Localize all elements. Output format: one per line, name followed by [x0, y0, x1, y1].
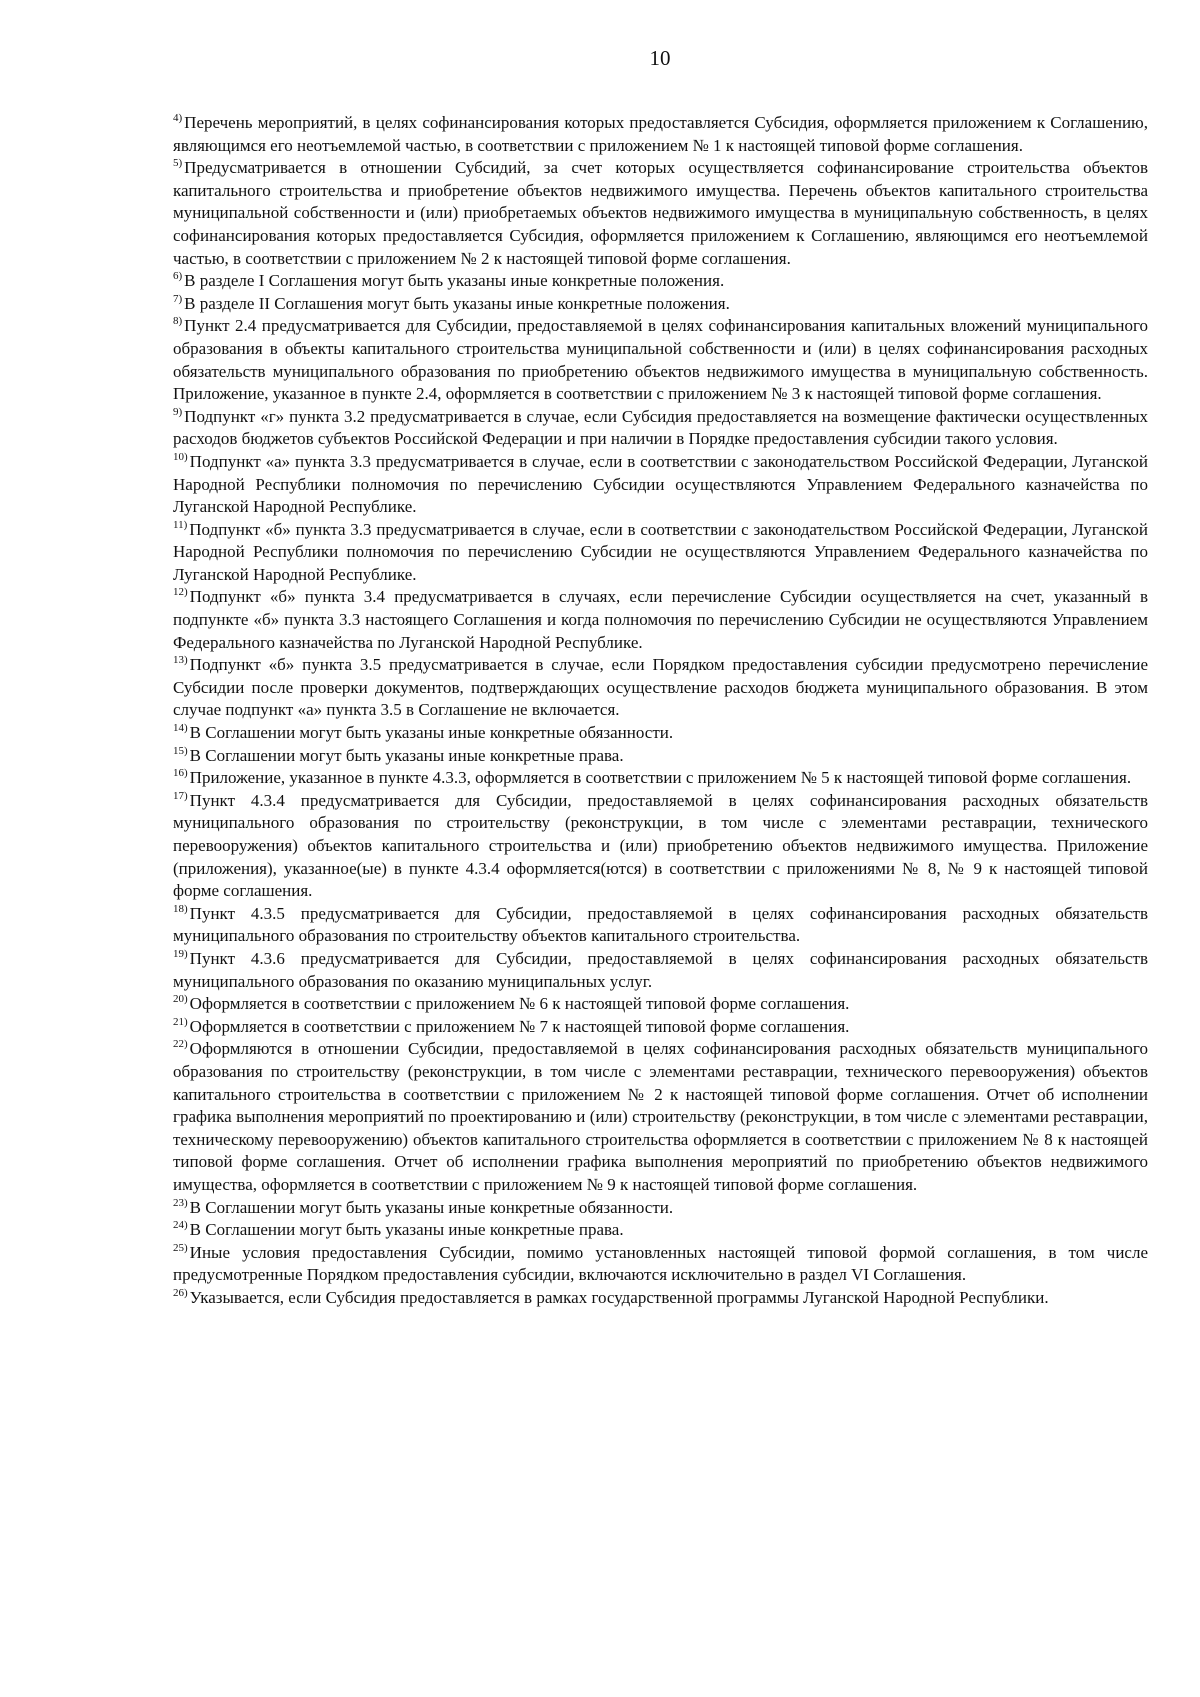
footnote-number: 6)	[173, 270, 183, 283]
footnote	[173, 722, 1148, 745]
footnote	[173, 903, 1148, 948]
footnote-number: 26)	[173, 1286, 188, 1299]
footnote	[173, 1242, 1148, 1287]
footnote-text: Предусматривается в отношении Субсидий, за счет которых осуществляется софинансирование строительства объектов капитального строительства и приобретение объектов недвижимого имущества. Перечень объектов капитального строительства муниципальной собственности и (или) приобретаемых объектов недвижимого имущества в муниципальную собственность, в целях софинансирования которых предоставляется Субсидия, оформляется приложением к Соглашению, являющимся его неотъемлемой частью, в соответствии с приложением № 2 к настоящей типовой форме соглашения.	[173, 158, 1148, 268]
footnote	[173, 406, 1148, 451]
footnote-number: 21)	[173, 1015, 188, 1028]
footnote-number: 7)	[173, 292, 183, 305]
footnote-number: 17)	[173, 789, 188, 802]
footnote-text: Подпункт «б» пункта 3.4 предусматривается в случаях, если перечисление Субсидии осуществляется на счет, указанный в подпункте «б» пункта 3.3 настоящего Соглашения и когда полномочия по перечислению Субсидии не осуществляются Управлением Федерального казначейства по Луганской Народной Республике.	[173, 587, 1148, 652]
footnote-text: Пункт 4.3.5 предусматривается для Субсидии, предоставляемой в целях софинансирования расходных обязательств муниципального образования по строительству объектов капитального строительства.	[173, 903, 1148, 946]
footnote	[173, 293, 1148, 316]
footnote-number: 13)	[173, 654, 188, 667]
footnote-number: 24)	[173, 1219, 188, 1232]
footnote	[173, 112, 1148, 157]
footnote-text: Пункт 4.3.4 предусматривается для Субсидии, предоставляемой в целях софинансирования расходных обязательств муниципального образования по строительству (реконструкции, в том числе с элементами реставрации, технического перевооружения) объектов капитального строительства и (или) приобретению объектов недвижимого имущества. Приложение (приложения), указанное(ые) в пункте 4.3.4 оформляется(ются) в соответствии с приложениями № 8, № 9 к настоящей типовой форме соглашения.	[173, 790, 1148, 901]
footnote	[173, 1287, 1148, 1310]
footnote-text: Перечень мероприятий, в целях софинансирования которых предоставляется Субсидия, оформляется приложением к Соглашению, являющимся его неотъемлемой частью, в соответствии с приложением № 1 к настоящей типовой форме соглашения.	[173, 113, 1148, 155]
footnote-text: Подпункт «б» пункта 3.3 предусматривается в случае, если в соответствии с законодательством Российской Федерации, Луганской Народной Республики полномочия по перечислению Субсидии не осуществляются Управлением Федерального казначейства по Луганской Народной Республике.	[173, 519, 1148, 584]
footnote	[173, 315, 1148, 405]
footnote-number: 16)	[173, 767, 188, 780]
footnotes-list	[173, 112, 1148, 1309]
footnote-text: Иные условия предоставления Субсидии, помимо установленных настоящей типовой формой соглашения, в том числе предусмотренные Порядком предоставления субсидии, включаются исключительно в раздел VI Соглашения.	[173, 1242, 1148, 1285]
footnote-number: 8)	[173, 315, 183, 328]
footnote-number: 19)	[173, 947, 188, 960]
footnote	[173, 451, 1148, 519]
footnote-text: Оформляются в отношении Субсидии, предоставляемой в целях софинансирования расходных обязательств муниципального образования по строительству (реконструкции, в том числе с элементами реставрации, технического перевооружения) объектов капитального строительства в соответствии с приложением № 2 к настоящей типовой форме соглашения. Отчет об исполнении графика выполнения мероприятий по проектированию и (или) строительству (реконструкции, в том числе с элементами реставрации, техническому перевооружению) объектов капитального строительства оформляется в соответствии с приложением № 8 к настоящей типовой форме соглашения. Отчет об исполнении графика выполнения мероприятий по приобретению объектов недвижимого имущества, оформляется в соответствии с приложением № 9 к настоящей типовой форме соглашения.	[173, 1039, 1148, 1194]
footnote	[173, 519, 1148, 587]
footnote	[173, 270, 1148, 293]
footnote-text: Пункт 4.3.6 предусматривается для Субсидии, предоставляемой в целях софинансирования расходных обязательств муниципального образования по оказанию муниципальных услуг.	[173, 948, 1148, 991]
footnote-number: 20)	[173, 993, 188, 1006]
footnote	[173, 745, 1148, 768]
footnote-text: Оформляется в соответствии с приложением № 7 к настоящей типовой форме соглашения.	[189, 1016, 850, 1036]
footnote	[173, 1197, 1148, 1220]
footnote-number: 5)	[173, 157, 183, 170]
footnote-text: Подпункт «б» пункта 3.5 предусматривается в случае, если Порядком предоставления субсидии предусмотрено перечисление Субсидии после проверки документов, подтверждающих осуществление расходов бюджета муниципального образования. В этом случае подпункт «а» пункта 3.5 в Соглашение не включается.	[173, 655, 1148, 720]
footnote	[173, 948, 1148, 993]
footnote	[173, 767, 1148, 790]
footnote-text: В разделе II Соглашения могут быть указаны иные конкретные положения.	[184, 293, 730, 313]
footnote-text: В разделе I Соглашения могут быть указаны иные конкретные положения.	[184, 271, 725, 291]
footnote-number: 4)	[173, 112, 183, 124]
footnote	[173, 586, 1148, 654]
footnote	[173, 654, 1148, 722]
footnote-text: Указывается, если Субсидия предоставляется в рамках государственной программы Луганской Народной Республики.	[189, 1287, 1049, 1307]
footnote-number: 25)	[173, 1241, 188, 1254]
footnote-text: В Соглашении могут быть указаны иные конкретные обязанности.	[189, 723, 674, 743]
footnote-text: Оформляется в соответствии с приложением № 6 к настоящей типовой форме соглашения.	[189, 994, 850, 1014]
footnote-number: 23)	[173, 1196, 188, 1209]
footnote	[173, 1038, 1148, 1196]
footnote	[173, 1016, 1148, 1039]
footnote-number: 12)	[173, 586, 188, 599]
footnote	[173, 157, 1148, 270]
page-number: 10	[649, 46, 671, 70]
footnote-text: Подпункт «а» пункта 3.3 предусматривается в случае, если в соответствии с законодательством Российской Федерации, Луганской Народной Республики полномочия по перечислению Субсидии осуществляются Управлением Федерального казначейства по Луганской Народной Республике.	[173, 451, 1148, 517]
footnote-number: 18)	[173, 902, 188, 915]
footnote-text: В Соглашении могут быть указаны иные конкретные права.	[189, 745, 624, 765]
footnote	[173, 1219, 1148, 1242]
footnote-text: Приложение, указанное в пункте 4.3.3, оформляется в соответствии с приложением № 5 к настоящей типовой форме соглашения.	[189, 768, 1132, 788]
footnote-number: 15)	[173, 744, 188, 757]
footnote-text: Пункт 2.4 предусматривается для Субсидии, предоставляемой в целях софинансирования капитальных вложений муниципального образования в объекты капитального строительства муниципальной собственности и (или) в целях софинансирования расходных обязательств муниципального образования по приобретению объектов недвижимого имущества в муниципальную собственность. Приложение, указанное в пункте 2.4, оформляется в соответствии с приложением № 3 к настоящей типовой форме соглашения.	[173, 316, 1148, 404]
footnote-text: В Соглашении могут быть указаны иные конкретные права.	[189, 1220, 624, 1240]
footnote	[173, 993, 1148, 1016]
footnote-text: Подпункт «г» пункта 3.2 предусматривается в случае, если Субсидия предоставляется на возмещение фактически осуществленных расходов бюджетов субъектов Российской Федерации и при наличии в Порядке предоставления субсидии такого условия.	[173, 406, 1148, 449]
footnote-number: 11)	[173, 518, 188, 531]
footnote-number: 10)	[173, 450, 188, 463]
footnote-text: В Соглашении могут быть указаны иные конкретные обязанности.	[189, 1197, 674, 1217]
footnote-number: 22)	[173, 1038, 188, 1051]
footnote-number: 9)	[173, 405, 183, 418]
footnote-number: 14)	[173, 722, 188, 735]
footnote	[173, 790, 1148, 903]
